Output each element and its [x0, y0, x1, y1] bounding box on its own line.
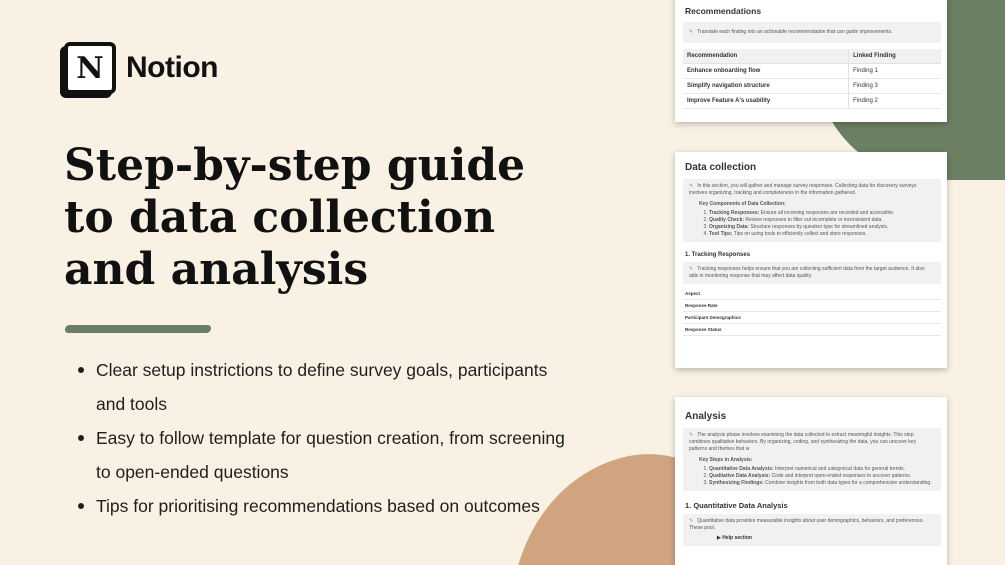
headline-underline: [64, 325, 211, 333]
callout-box: [683, 514, 941, 546]
table-cell: Finding 2: [849, 94, 941, 109]
key-components-heading: Key Components of Data Collection:: [699, 201, 786, 207]
pencil-icon: ✎: [689, 518, 694, 524]
feature-list: [76, 353, 566, 523]
section-heading: 1. Quantitative Data Analysis: [685, 501, 788, 510]
list-item: 4. Tool Tips: Tips on using tools to efficiently collect and store responses.: [709, 231, 935, 238]
table-cell: Finding 3: [849, 79, 941, 94]
table-row: Participant Demographics: [683, 312, 941, 324]
card-title: Recommendations: [685, 6, 762, 16]
recommendations-preview-card: [675, 0, 947, 122]
toggle-triangle-icon: ▶: [717, 535, 721, 541]
table-cell: Finding 1: [849, 64, 941, 79]
table-row: [683, 79, 941, 94]
table-row: Response Status: [683, 324, 941, 336]
callout-text: Tracking responses helps ensure that you are collecting sufficient data from the target audience. It also aids in monitoring response that may affect data quality.: [689, 266, 925, 279]
aspects-table: [683, 288, 941, 336]
list-item: 3. Organizing Data: Structure responses by question type for streamlined analysis.: [709, 224, 935, 231]
list-item: 2. Quality Check: Review responses to filter out incomplete or inconsistent data.: [709, 217, 935, 224]
help-section-toggle: ▶ Help section: [717, 535, 752, 541]
feature-item: Clear setup instrictions to define survey goals, participants and tools: [76, 353, 566, 421]
section-heading: 1. Tracking Responses: [685, 252, 751, 258]
callout-text: The analysis phase involves examining the data collected to extract meaningful insights. This step combines qualitative behaviors. By organizing, coding, and synthesizing the data, you can uncover key patterns and themes that w: [689, 432, 917, 452]
table-cell: Enhance onboarding flow: [683, 64, 849, 79]
table-row: Aspect: [683, 288, 941, 300]
column-header: Recommendation: [683, 49, 849, 64]
feature-item: Tips for prioritising recommendations based on outcomes: [76, 489, 566, 523]
callout-text: In this section, you will gather and manage survey responses. Collecting data for discovery surveys involves organizing, tracking and completeness in the information gathered.: [689, 183, 917, 196]
page-headline: Step-by-step guide to data collection and analysis: [64, 140, 526, 295]
column-header: Linked Finding: [849, 49, 941, 64]
steps-list: [709, 466, 935, 487]
callout-box: [683, 22, 941, 43]
list-item: 3. Synthesizing Findings: Combine insights from both data types for a comprehensive understanding.: [709, 480, 935, 487]
callout-box: [683, 179, 941, 242]
table-row: Response Rate: [683, 300, 941, 312]
table-cell: Simplify navigation structure: [683, 79, 849, 94]
list-item: 1. Quantitative Data Analysis: Interpret numerical and categorical data for general trends.: [709, 466, 935, 473]
table-row: [683, 64, 941, 79]
feature-item: Easy to follow template for question creation, from screening to open-ended questions: [76, 421, 566, 489]
list-item: 1. Tracking Responses: Ensure all incoming responses are recorded and accessible.: [709, 210, 935, 217]
data-collection-preview-card: [675, 152, 947, 368]
notion-logo-icon: N: [64, 42, 116, 94]
table-row: [683, 94, 941, 109]
key-steps-heading: Key Steps in Analysis:: [699, 457, 753, 463]
card-title: Analysis: [685, 411, 727, 422]
pencil-icon: ✎: [689, 432, 694, 438]
pencil-icon: ✎: [689, 266, 694, 272]
callout-box: [683, 428, 941, 491]
brand-name: Notion: [126, 51, 218, 84]
recommendations-table: [683, 49, 941, 109]
card-title: Data collection: [685, 162, 757, 173]
callout-text: Translate each finding into an actionable recommendation that can guide improvements.: [697, 29, 893, 35]
list-item: 2. Qualitative Data Analysis: Code and interpret open-ended responses to uncover patterns.: [709, 473, 935, 480]
callout-text: Quantitative data provides measurable insights about user demographics, behaviors, and preferences. These pool.: [689, 518, 924, 531]
components-list: [709, 210, 935, 238]
notion-logo: [64, 42, 218, 94]
pencil-icon: ✎: [689, 29, 694, 35]
table-cell: Improve Feature A's usability: [683, 94, 849, 109]
callout-box: [683, 262, 941, 284]
analysis-preview-card: [675, 397, 947, 565]
pencil-icon: ✎: [689, 183, 694, 189]
